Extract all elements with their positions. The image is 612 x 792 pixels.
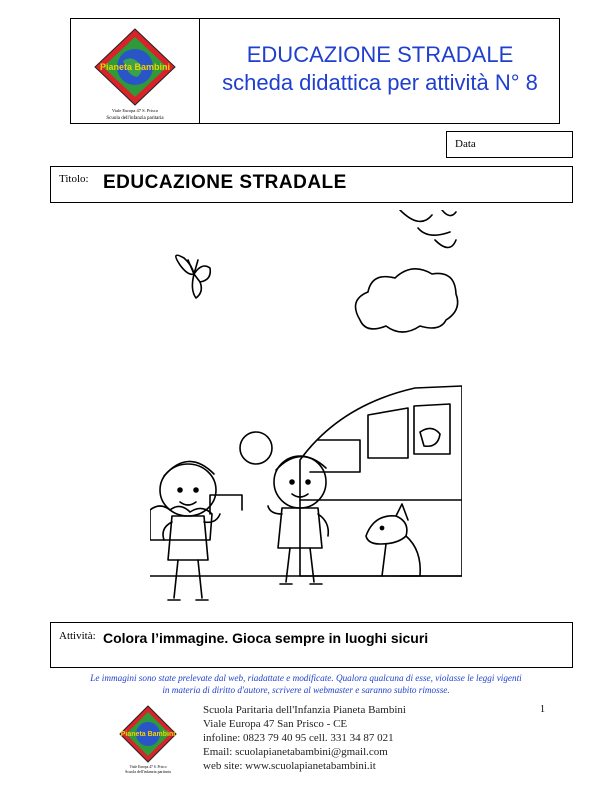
title-value: EDUCAZIONE STRADALE	[103, 172, 347, 193]
activity-label: Attività:	[59, 630, 96, 642]
title-box	[50, 166, 573, 203]
header-title	[199, 41, 561, 97]
cloud-drawing	[356, 269, 458, 332]
footer-website: web site: www.scuolapianetabambini.it	[203, 760, 376, 772]
footer-address: Viale Europa 47 San Prisco - CE	[203, 718, 348, 730]
header-title-line2: scheda didattica per attività N° 8	[222, 70, 538, 95]
logo-name: Pianeta Bambini	[99, 62, 171, 72]
footer-logo-name: Pianeta Bambini	[120, 731, 176, 738]
disclaimer-line2: in materia di diritto d'autore, scrivere al webmaster e saranno subito rimosse.	[162, 685, 450, 695]
dog-drawing	[366, 504, 420, 576]
disclaimer	[30, 672, 582, 696]
header-table	[70, 18, 560, 124]
bus-drawing	[300, 386, 462, 576]
footer-logo	[100, 702, 196, 774]
disclaimer-line1: Le immagini sono state prelevate dal web, riadattate e modificate. Qualora qualcuna di esse, violasse le leggi vigenti	[90, 673, 522, 683]
page-number: 1	[540, 704, 545, 715]
date-box	[446, 131, 573, 158]
footer-phone: infoline: 0823 79 40 95 cell. 331 34 87 021	[203, 732, 394, 744]
activity-box	[50, 622, 573, 668]
footer-logo-tagline: Scuola dell'infanzia paritaria	[125, 769, 171, 774]
activity-value: Colora l’immagine. Gioca sempre in luoghi sicuri	[103, 630, 429, 646]
logo-tagline: Scuola dell'infanzia paritaria	[106, 116, 164, 121]
ball-drawing	[240, 432, 272, 464]
tree-branch	[400, 210, 456, 248]
logo-address: Viale Europa 47 S. Prisco	[111, 108, 159, 113]
footer-logo-address: Viale Europa 47 S. Prisco	[129, 765, 167, 769]
date-label: Data	[455, 138, 476, 150]
header-logo-cell	[71, 19, 200, 123]
coloring-illustration	[150, 210, 462, 610]
footer-info	[203, 703, 406, 773]
child-right-drawing	[268, 456, 328, 584]
butterfly-drawing	[176, 255, 210, 298]
title-label: Titolo:	[59, 173, 89, 185]
footer-school-logo	[100, 702, 196, 774]
footer-school-name: Scuola Paritaria dell'Infanzia Pianeta Bambini	[203, 704, 406, 716]
school-logo	[71, 19, 199, 123]
header-title-line1: EDUCAZIONE STRADALE	[246, 42, 514, 67]
footer-email: Email: scuolapianetabambini@gmail.com	[203, 746, 388, 758]
